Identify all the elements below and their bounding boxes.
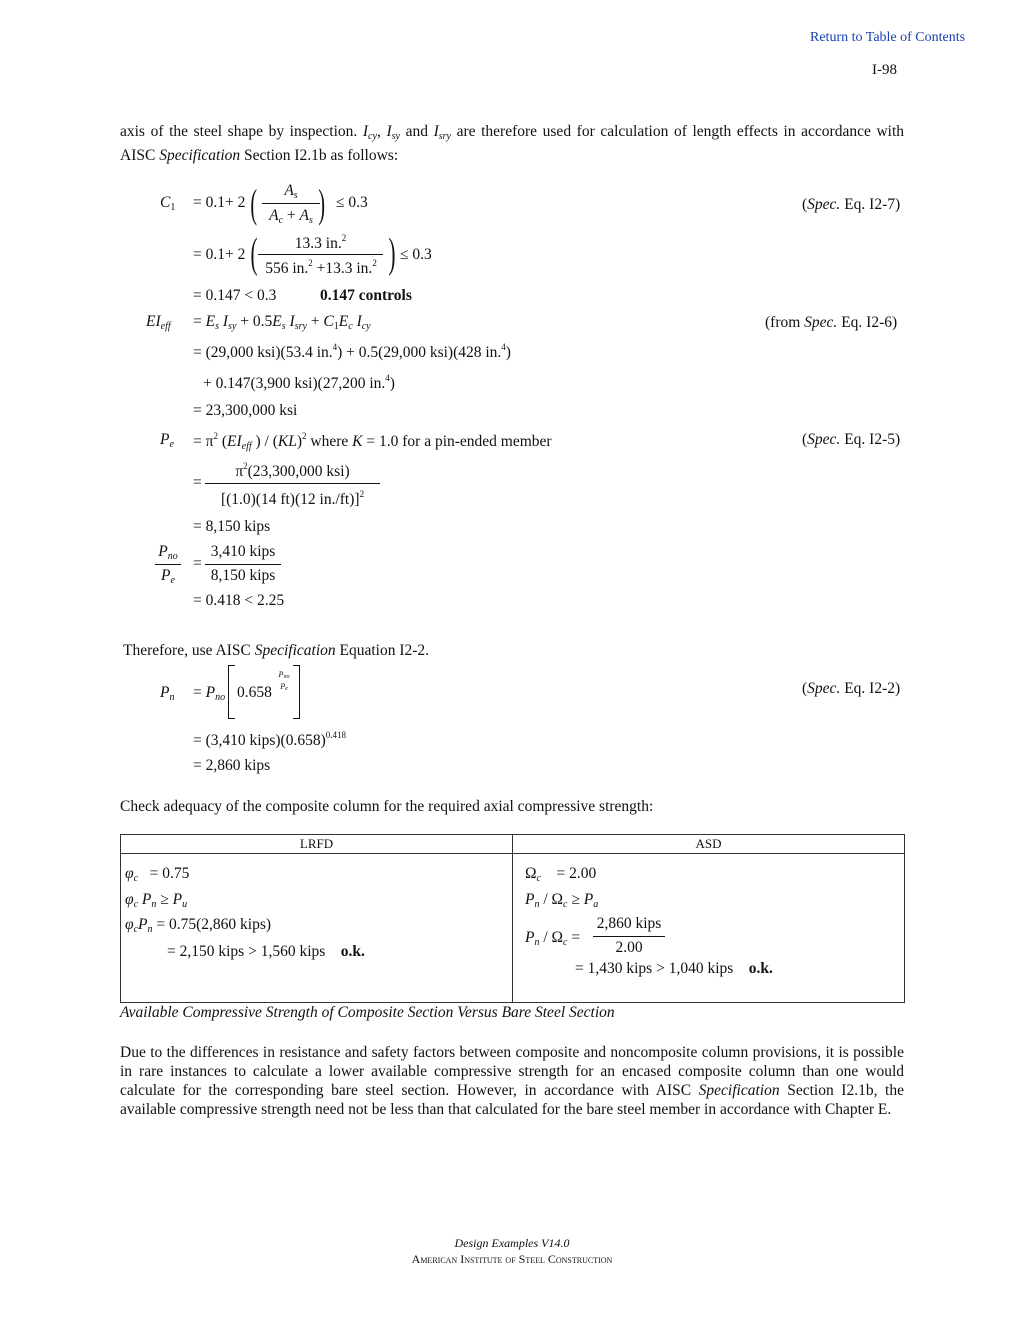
- toc-link[interactable]: Return to Table of Contents: [810, 30, 966, 45]
- asd-cell: $\Omega_c$ = 2.00 $P_n / \Omega_c \ge P_a$ $P_n / \Omega_c$ = 2,860 kips 2.00 = 1,430 kips > 1,040 kips o.k.: [513, 854, 905, 1003]
- ei-line2: = (29,000 ksi)(53.4 in.$^4$) + 0.5(29,000 ksi)(428 in.$^4$): [193, 342, 511, 361]
- c1-result: = 0.147 < 0.3: [193, 287, 277, 304]
- section-heading: Available Compressive Strength of Composite Section Versus Bare Steel Section: [120, 1004, 615, 1021]
- lrfd-asd-table: [120, 834, 905, 1003]
- pe-result: = 8,150 kips: [193, 518, 271, 535]
- ei-result: = 23,300,000 ksi: [193, 402, 298, 419]
- footer-org: American Institute of Steel Construction: [411, 1252, 613, 1266]
- asd-header: ASD: [513, 835, 905, 854]
- lrfd-header: LRFD: [121, 835, 513, 854]
- c1-controls: 0.147 controls: [320, 287, 412, 304]
- ratio-result: = 0.418 < 2.25: [193, 592, 285, 609]
- pn-result: = 2,860 kips: [193, 757, 271, 774]
- ei-line3: + 0.147(3,900 ksi)(27,200 in.$^4$): [203, 373, 395, 392]
- intro-paragraph: axis of the steel shape by inspection. $I_{cy}$, $I_{sy}$ and $I_{sry}$ are therefore used for calculation of length effects in accordance with AISC Specification Section I2.1b as follows:: [120, 123, 904, 164]
- therefore-line: Therefore, use AISC Specification Equation I2-2.: [123, 642, 430, 659]
- page-number: I-98: [872, 62, 897, 78]
- check-adequacy-text: Check adequacy of the composite column for the required axial compressive strength:: [120, 798, 654, 815]
- footer-title: Design Examples V14.0: [454, 1236, 570, 1250]
- lrfd-cell: $\varphi_c$ = 0.75 $\varphi_c$ $P_n \ge P_u$ $\varphi_cP_n = 0.75(2,860$ kips) = 2,150 kips > 1,560 kips o.k.: [121, 854, 513, 1003]
- pn-line2: = (3,410 $kips)(0.658)^{0.418}$: [193, 730, 346, 749]
- closing-paragraph: Due to the differences in resistance and safety factors between composite and noncomposite column provisions, it is possible in rare instances to calculate a lower available compressive strength for an encased composite column than one would calculate for the corresponding bare steel section. However, in accordance with AISC Specification Section I2.1b, the available compressive strength need not be less than that calculated for the bare steel member in accordance with Chapter E.: [120, 1044, 904, 1118]
